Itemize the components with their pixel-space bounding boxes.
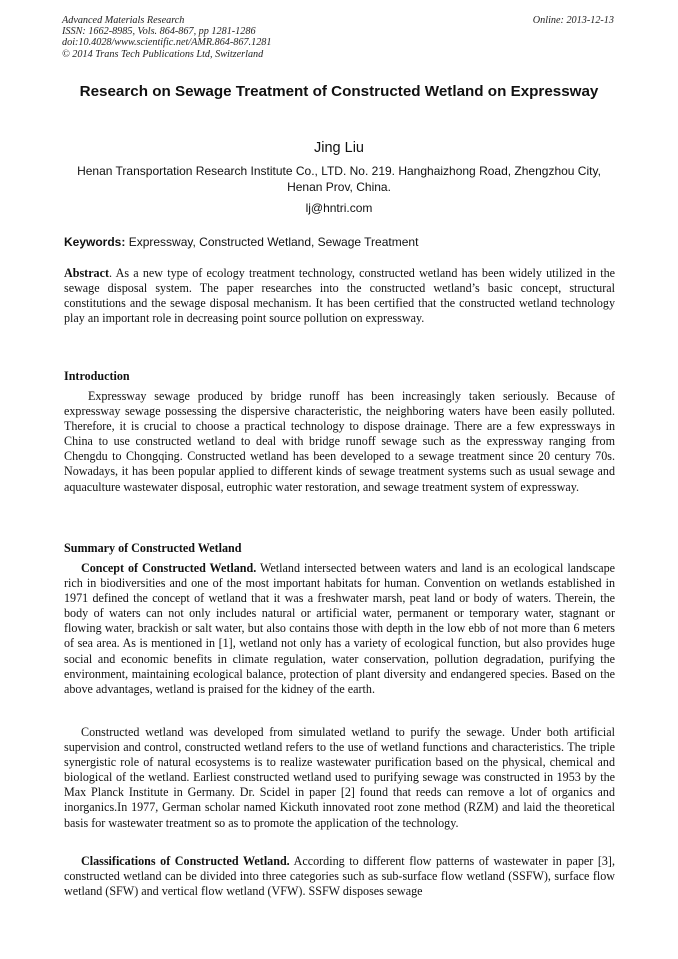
journal-copyright: © 2014 Trans Tech Publications Ltd, Switzerland <box>62 48 264 60</box>
concept-label: Concept of Constructed Wetland. <box>81 561 257 575</box>
author-affiliation: Henan Transportation Research Institute Co., LTD. No. 219. Hanghaizhong Road, Zhengzhou City, Henan Prov, China. <box>77 164 601 194</box>
abstract-paragraph <box>64 266 615 326</box>
constructed-paragraph: Constructed wetland was developed from simulated wetland to purify the sewage. Under both artificial supervision and control, constructed wetland refers to the use of wetland functions and characteristics. The triple synergistic role of natural ecosystems is to realize wastewater purification based on the physical, chemical and biological of the wetland. Earliest constructed wetland used to purifying sewage was constructed in 1953 by the Max Planck Institute in Germany. Dr. Scidel in paper [2] found that reeds can remove a lot of organics and inorganics.In 1977, German scholar named Kickuth innovated root zone method (RZM) and laid the theoretical basis for wastewater treatment so as to promote the application of the technology. <box>64 725 615 830</box>
classification-text: According to different flow patterns of wastewater in paper [3], constructed wetland can be divided into three categories such as sub-surface flow wetland (SSFW), surface flow wetland (SFW) and vertical flow wetland (VFW). SSFW disposes sewage <box>64 854 615 899</box>
summary-heading: Summary of Constructed Wetland <box>64 541 242 555</box>
journal-issn: ISSN: 1662-8985, Vols. 864-867, pp 1281-1286 <box>62 26 256 38</box>
abstract-label: Abstract <box>64 266 110 280</box>
paper-author: Jing Liu <box>314 140 364 156</box>
abstract-text: . As a new type of ecology treatment technology, constructed wetland has been widely utilized in the sewage disposal system. The paper researches into the constructed wetland’s basic concept, structural constitutions and the sewage disposal mechanism. It has been certified that the constructed wetland technology play an important role in decreasing point source pollution on expressway. <box>64 266 615 326</box>
concept-paragraph <box>64 561 615 697</box>
journal-header <box>62 15 271 60</box>
introduction-heading: Introduction <box>64 369 130 383</box>
keywords-text: Expressway, Constructed Wetland, Sewage Treatment <box>128 235 419 249</box>
introduction-paragraph: Expressway sewage produced by bridge runoff has been increasingly taken seriously. Because of expressway sewage possessing the dispersive characteristic, the neighboring waters have been easily polluted. Therefore, it is crucial to choose a practical technology to dispose drainage. There are a few expressways in China to use constructed wetland to deal with bridge runoff sewage such as the expressway ranging from Chengdu to Chongqing. Constructed wetland has been developed to a sewage treatment since 20 century 70s. Nowadays, it has been popular applied to different kinds of sewage treatment systems such as usual sewage and aquaculture wastewater disposal, eutrophic water restoration, and sewage treatment system of expressway. <box>64 389 615 494</box>
classification-paragraph <box>64 854 615 899</box>
keywords-label: Keywords: <box>64 235 126 249</box>
concept-text: Wetland intersected between waters and land is an ecological landscape rich in biodiversities and one of the most important habitats for human. Convention on wetlands established in 1971 defined the concept of wetland that it was a freshwater marsh, peat land or body of waters. Therein, the body of waters can not only includes natural or artificial water, permanent or temporary water, stagnant or flowing water, brackish or salt water, but also contains those with depth in the low ebb of not more than 6 meters of sea area. As is mentioned in [1], wetland not only has a variety of ecological function, but also provides huge social and economic benefits in climate regulation, water conservation, pollution degradation, purifying the environment, maintaining ecological balance, protection of plant diversity and endangered species. Based on the above advantages, wetland is praised for the kidney of the earth. <box>64 561 615 696</box>
journal-name: Advanced Materials Research <box>62 15 185 26</box>
classification-label: Classifications of Constructed Wetland. <box>81 854 290 868</box>
keywords-line <box>64 234 616 250</box>
journal-doi: doi:10.4028/www.scientific.net/AMR.864-867.1281 <box>62 37 272 49</box>
author-email: lj@hntri.com <box>305 201 373 215</box>
online-date: Online: 2013-12-13 <box>532 15 614 26</box>
paper-title: Research on Sewage Treatment of Constructed Wetland on Expressway <box>79 83 599 100</box>
